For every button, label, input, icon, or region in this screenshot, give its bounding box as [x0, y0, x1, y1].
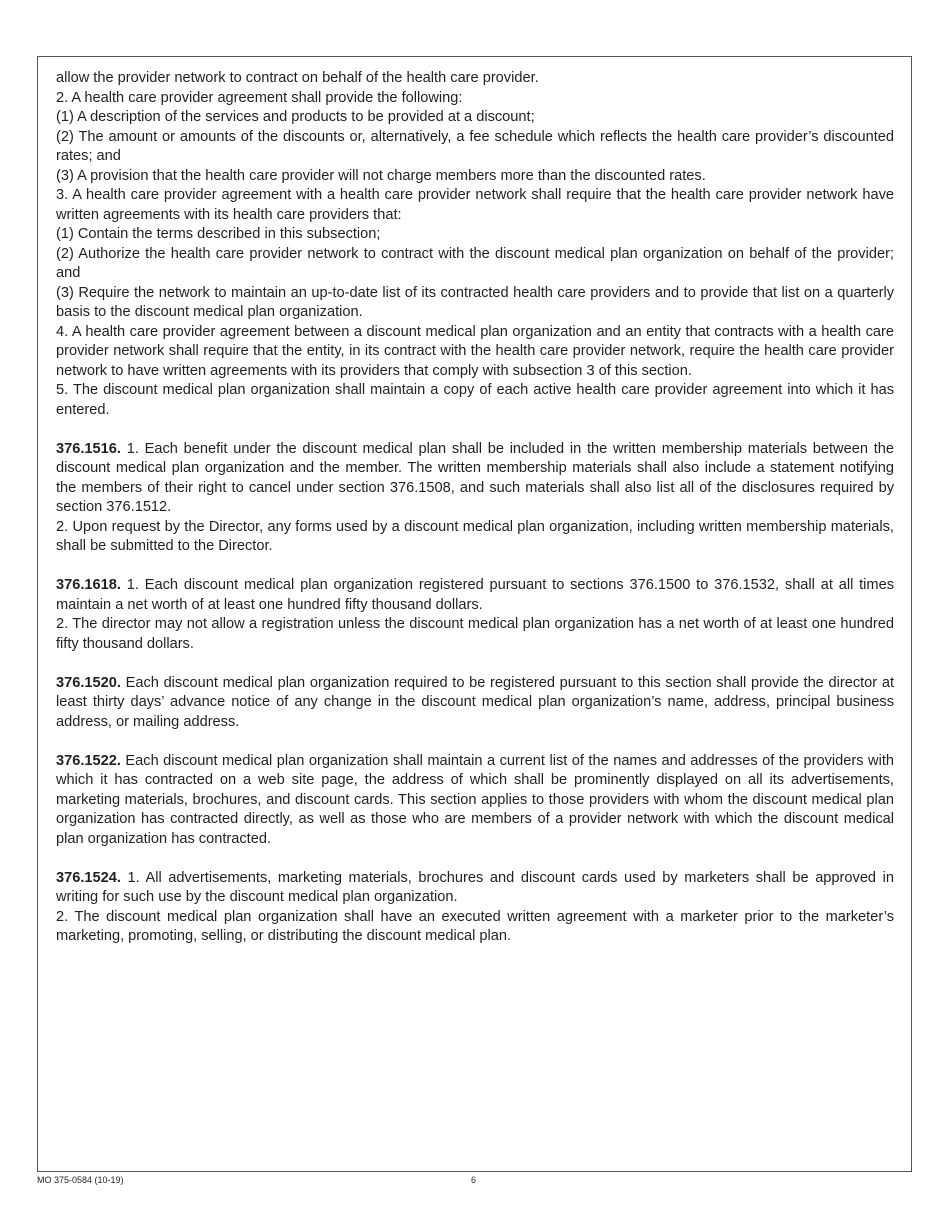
section-number: 376.1520.: [56, 674, 121, 691]
section-text: 1. All advertisements, marketing materials, brochures and discount cards used by marketers shall be approved in writing for such use by the discount medical plan organization.: [56, 869, 894, 905]
paragraph-spacer: [56, 420, 894, 440]
body-paragraph: 2. A health care provider agreement shall provide the following:: [56, 89, 463, 106]
section-376-1618: [56, 576, 894, 615]
section-376-1520: [56, 674, 894, 733]
section-text: 1. Each discount medical plan organization registered pursuant to sections 376.1500 to 376.1532, shall at all times maintain a net worth of at least one hundred fifty thousand dollars.: [56, 577, 894, 613]
section-text: Each discount medical plan organization shall maintain a current list of the names and addresses of the providers with which it has contracted on a web site page, the address of which shall be prominently displayed on all its advertisements, marketing materials, brochures, and discount cards. This section applies to those providers with whom the discount medical plan organization has contracted directly, as well as those who are members of a provider network with which the discount medical plan organization has contracted.: [56, 752, 894, 847]
section-number: 376.1618.: [56, 577, 121, 593]
section-376-1522: [56, 752, 894, 850]
document-body: [56, 69, 894, 947]
body-paragraph: 5. The discount medical plan organization shall maintain a copy of each active health care provider agreement into which it has entered.: [56, 382, 894, 418]
paragraph-spacer: [56, 654, 894, 674]
body-paragraph: (1) Contain the terms described in this subsection;: [56, 226, 381, 242]
section-number: 376.1516.: [56, 440, 121, 457]
body-paragraph: (3) Require the network to maintain an up-to-date list of its contracted health care providers and to provide that list on a quarterly basis to the discount medical plan organization.: [56, 284, 894, 320]
paragraph-spacer: [56, 557, 894, 577]
body-paragraph: (3) A provision that the health care provider will not charge members more than the discounted rates.: [56, 167, 706, 184]
section-number: 376.1522.: [56, 752, 121, 769]
section-paragraph: 2. The director may not allow a registration unless the discount medical plan organization has a net worth of at least one hundred fifty thousand dollars.: [56, 616, 894, 652]
body-paragraph: (2) Authorize the health care provider network to contract with the discount medical plan organization on behalf of the provider; and: [56, 245, 894, 281]
body-paragraph: allow the provider network to contract on behalf of the health care provider.: [56, 70, 539, 86]
form-id-label: MO 375-0584 (10-19): [37, 1175, 124, 1185]
body-paragraph: 3. A health care provider agreement with a health care provider network shall require that the health care provider network have written agreements with its health care providers that:: [56, 187, 894, 223]
body-paragraph: (2) The amount or amounts of the discounts or, alternatively, a fee schedule which reflects the health care provider’s discounted rates; and: [56, 128, 894, 164]
page-number: 6: [471, 1175, 477, 1185]
section-paragraph: 2. Upon request by the Director, any forms used by a discount medical plan organization, including written membership materials, shall be submitted to the Director.: [56, 518, 894, 554]
section-text: Each discount medical plan organization required to be registered pursuant to this section shall provide the director at least thirty days’ advance notice of any change in the discount medical plan organization’s name, address, principal business address, or mailing address.: [56, 674, 894, 730]
paragraph-spacer: [56, 849, 894, 869]
body-paragraph: 4. A health care provider agreement between a discount medical plan organization and an entity that contracts with a health care provider network shall require that the entity, in its contract with the health care provider network, require the health care provider network to have written agreements with its providers that comply with subsection 3 of this section.: [56, 323, 894, 379]
body-paragraph: (1) A description of the services and products to be provided at a discount;: [56, 109, 535, 125]
section-number: 376.1524.: [56, 869, 121, 886]
section-376-1524: [56, 869, 894, 908]
section-text: 1. Each benefit under the discount medical plan shall be included in the written membership materials between the discount medical plan organization and the member. The written membership materials shall also include a statement notifying the members of their right to cancel under section 376.1508, and such materials shall also list all of the disclosures required by section 376.1512.: [56, 440, 894, 515]
section-paragraph: 2. The discount medical plan organization shall have an executed written agreement with a marketer prior to the marketer’s marketing, promoting, selling, or distributing the discount medical plan.: [56, 908, 894, 944]
section-376-1516: [56, 440, 894, 518]
paragraph-spacer: [56, 732, 894, 752]
